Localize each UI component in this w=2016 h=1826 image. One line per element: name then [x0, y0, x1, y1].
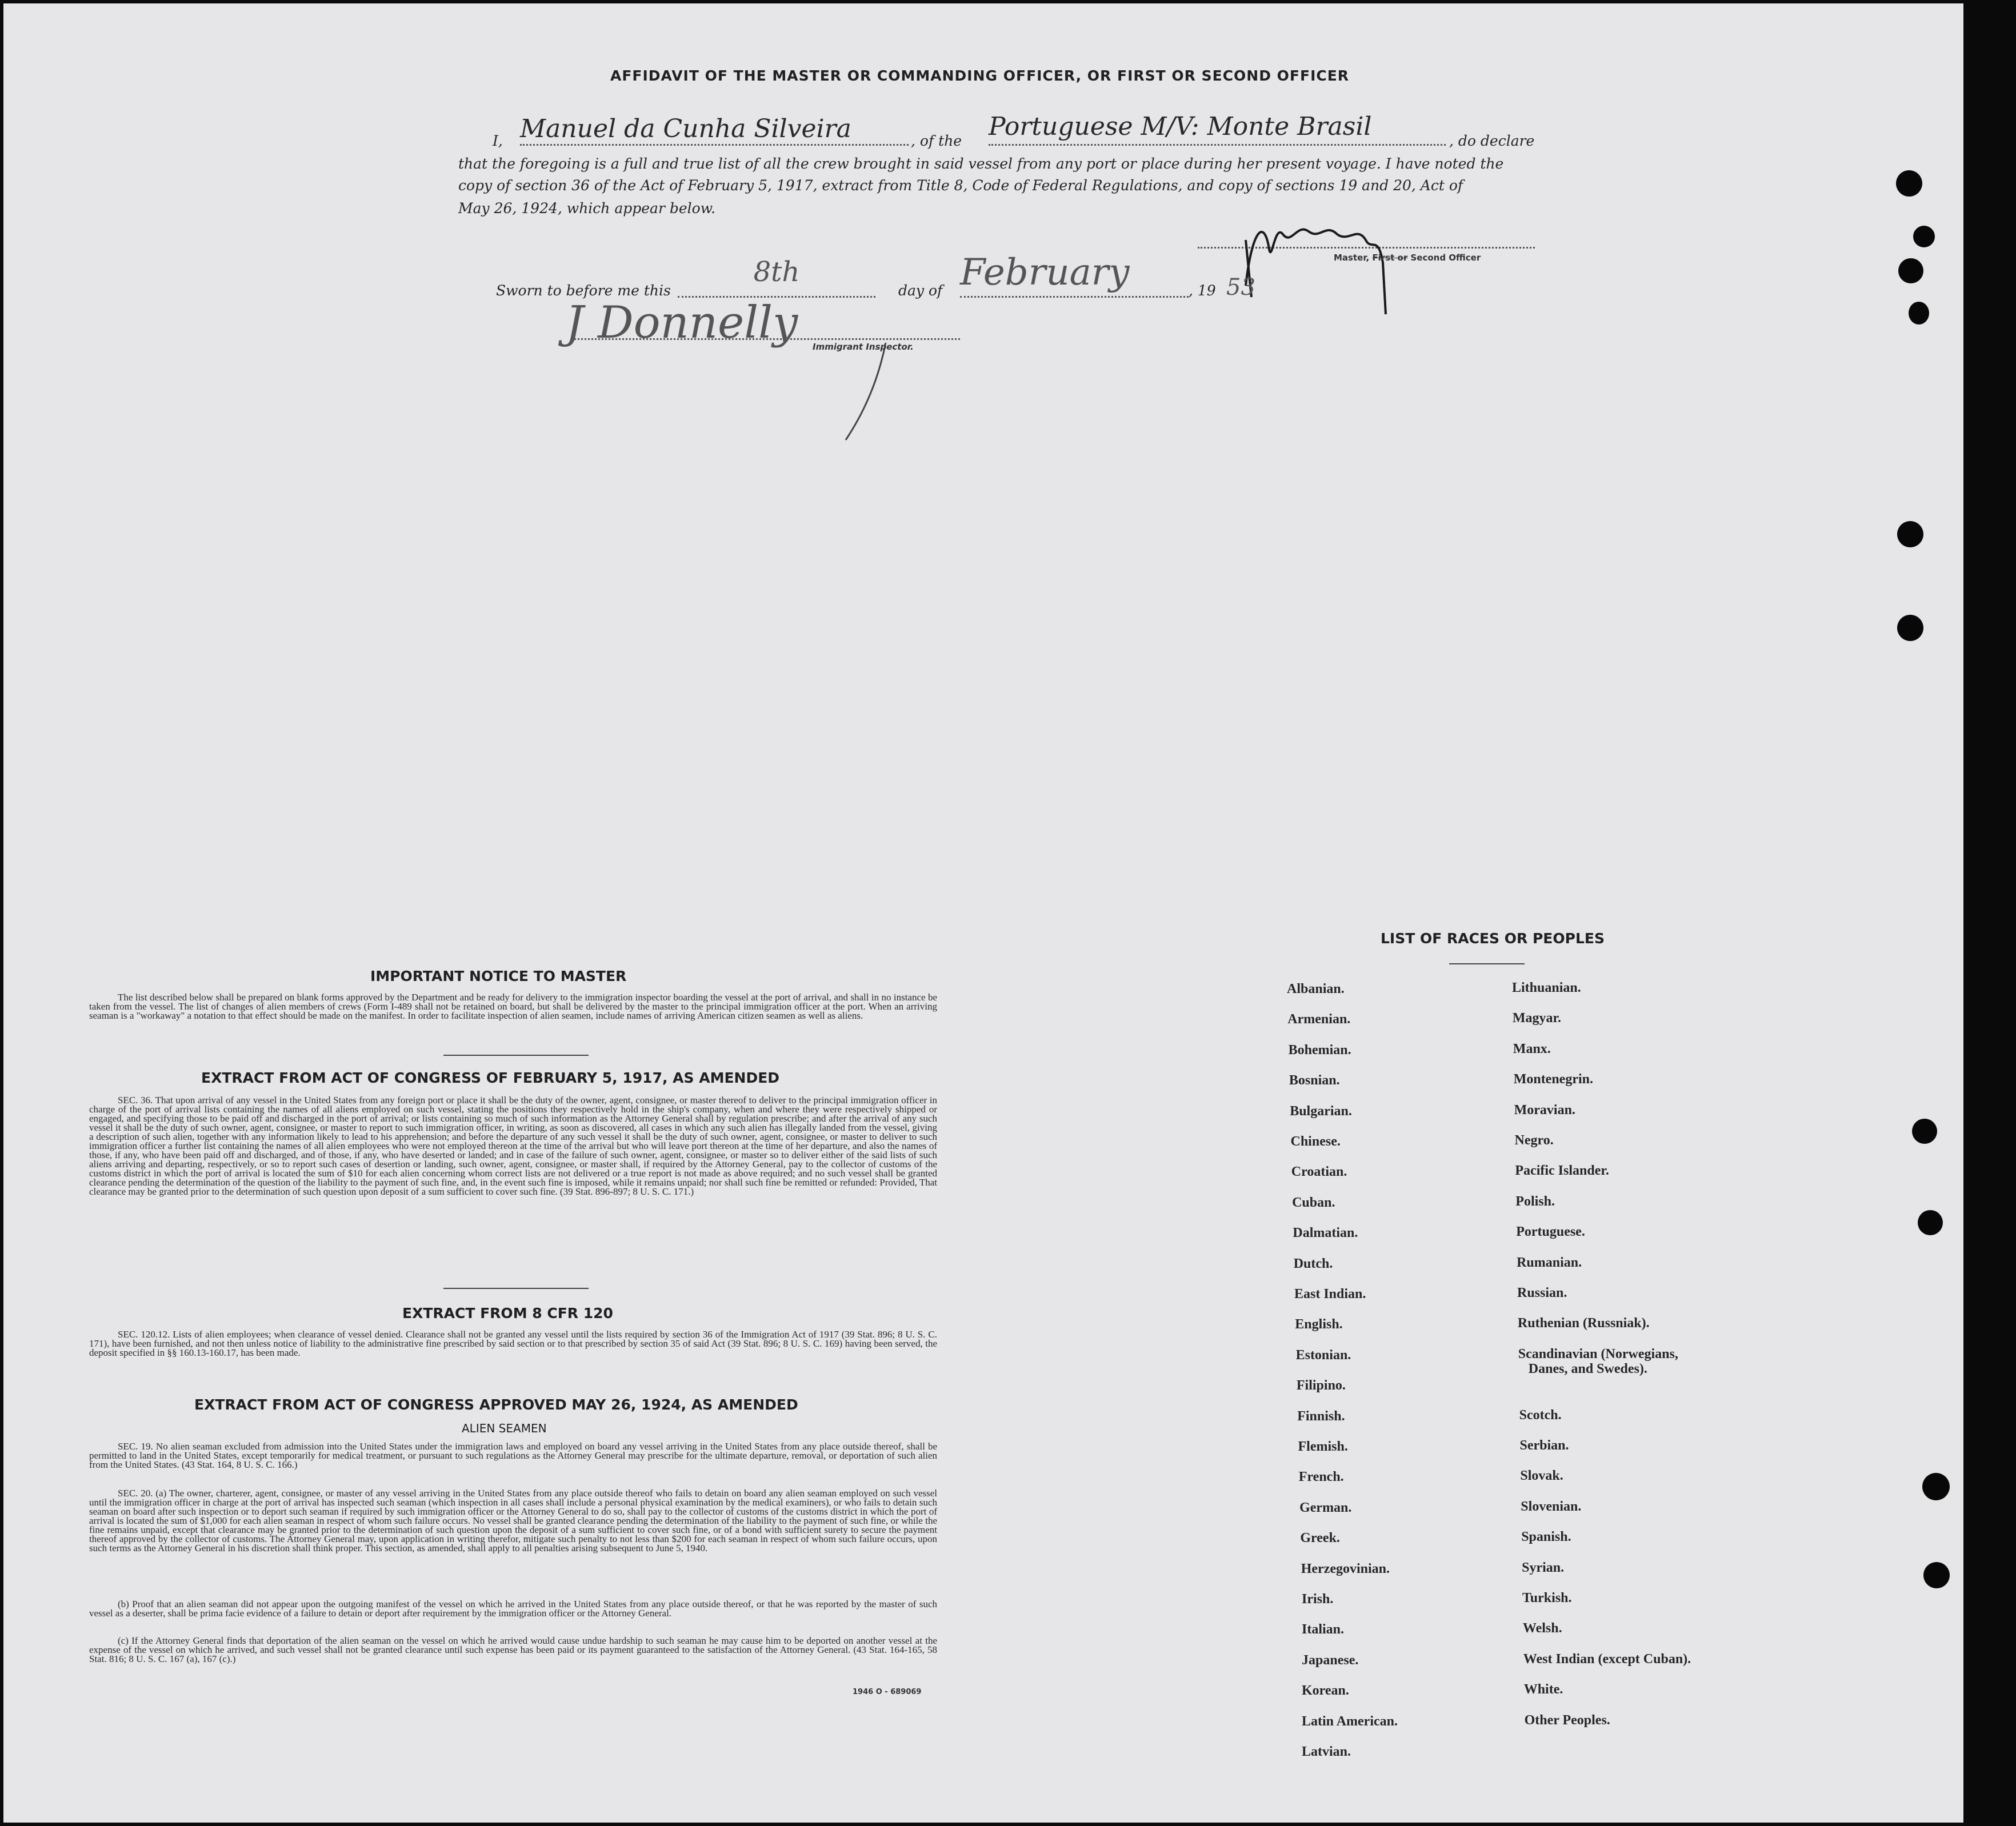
- divider: [443, 1288, 589, 1289]
- race-item: Filipino.: [1296, 1378, 1346, 1393]
- inspector-caption: Immigrant Inspector.: [813, 342, 914, 352]
- race-item: Albanian.: [1287, 982, 1345, 996]
- year-handwriting: 53: [1226, 274, 1255, 301]
- punch-hole: [1896, 170, 1922, 197]
- race-item: Negro.: [1514, 1133, 1554, 1148]
- divider: [1449, 963, 1525, 964]
- race-item: Lithuanian.: [1512, 980, 1581, 995]
- race-item: Croatian.: [1291, 1164, 1347, 1179]
- race-item: Ruthenian (Russniak).: [1517, 1316, 1650, 1331]
- sworn-label: Sworn to before me this: [496, 282, 671, 299]
- race-item: White.: [1523, 1682, 1563, 1697]
- punch-hole: [1918, 1210, 1943, 1235]
- race-item: Latvian.: [1302, 1744, 1351, 1759]
- day-handwriting: 8th: [678, 256, 875, 298]
- extract-8cfr-title: EXTRACT FROM 8 CFR 120: [402, 1305, 613, 1322]
- race-item: Korean.: [1302, 1683, 1349, 1698]
- extract-1917-text: SEC. 36. That upon arrival of any vessel in the United States from any foreign port or place it shall be the duty of the owner, agent, consignee, or master thereof to deliver to the principal immigration officer in charge of the port of arrival lists containing the names of all aliens employed on such vessel, stating the positions they respectively hold in the ship's company, when and where they were respectively shipped or engaged, and specifying those to be paid off and discharged in the port of arrival; or lists containing so much of such information as the Attorney General shall by regulation prescribe; and after the arrival of any such vessel it shall be the duty of such owner, agent, consignee, or master to report to such immigration officer, in writing, as soon as discovered, all cases in which any such alien has illegally landed from the vessel, giving a description of such alien, together with any information likely to lead to his apprehension; and before the departure of any such vessel it shall be the duty of such owner, agent, consignee, or master to deliver to such immigration officer a further list containing the names of all alien employees who were not employed thereon at the time of the arrival but who will leave port thereon at the time of her departure, and also the names of those, if any, who have been paid off and discharged, and of those, if any, who have deserted or landed; and in case of the failure of such owner, agent, consignee, or master so to deliver either of the said lists of such aliens arriving and departing, respectively, or so to report such cases of desertion or landing, such owner, agent, consignee, or master shall, if required by the Attorney General, pay to the collector of customs of the customs district in which the port of arrival is located the sum of $10 for each alien concerning whom correct lists are not delivered or a true report is not made as above required; and no such vessel shall be granted clearance pending the determination of the question of the liability to the payment of such fine, and, in the event such fine is imposed, while it remains unpaid; nor shall such fine be remitted or refunded: Provided, That clearance may be granted prior to the determination of such question upon deposit of a sum sufficient to cover such fine. (39 Stat. 896-897; 8 U. S. C. 171.): [89, 1095, 937, 1197]
- vessel-name-handwriting: Portuguese M/V: Monte Brasil: [989, 112, 1446, 146]
- affidavit-title: AFFIDAVIT OF THE MASTER OR COMMANDING OFFICER, OR FIRST OR SECOND OFFICER: [610, 67, 1350, 84]
- punch-hole: [1912, 1119, 1937, 1144]
- race-item: Spanish.: [1521, 1529, 1571, 1544]
- race-item: Pacific Islander.: [1515, 1163, 1609, 1178]
- year-prefix: , 19: [1189, 282, 1216, 299]
- race-item: Finnish.: [1297, 1409, 1345, 1424]
- punch-hole: [1913, 226, 1935, 247]
- section-20a-text: SEC. 20. (a) The owner, charterer, agent, consignee, or master of any vessel arriving in the United States from any place outside thereof who fails to detain on board any alien seaman employed on such vessel until the immigration officer in charge at the port of arrival has inspected such seaman (which inspection in all cases shall include a personal physical examination by the medical examiners), or who fails to detain such seaman on board after such inspection or to deport such seaman if required by such immigration officer or the Attorney General to do so, shall pay to the collector of customs of the customs district in which the port of arrival is located the sum of $1,000 for each alien seaman in respect of whom such failure occurs. No vessel shall be granted clearance pending the determination of the liability to the payment of such fine, or while the fine remains unpaid, except that clearance may be granted prior to the determination of such question upon the deposit of a sum sufficient to cover such fine, or of a bond with sufficient surety to secure the payment thereof approved by the collector of customs. The Attorney General may, upon application in writing therefor, mitigate such penalty to not less than $200 for each seaman in respect of whom such failure occurs, upon such terms as the Attorney General in his discretion shall think proper. This section, as amended, shall apply to all penalties arising subsequent to June 5, 1940.: [89, 1488, 937, 1553]
- race-item: Irish.: [1302, 1592, 1334, 1607]
- race-item: East Indian.: [1294, 1287, 1366, 1302]
- divider: [443, 1055, 589, 1056]
- race-item: Armenian.: [1287, 1012, 1351, 1027]
- inspector-signature-line: [571, 337, 960, 340]
- race-item: Russian.: [1517, 1286, 1567, 1300]
- punch-hole: [1923, 1562, 1950, 1588]
- extract-8cfr-text: SEC. 120.12. Lists of alien employees; when clearance of vessel denied. Clearance shall not be granted any vessel until the lists required by section 36 of the Immigration Act of 1917 (39 Stat. 896; 8 U. S. C. 171), have been furnished, and not then unless notice of liability to the administrative fine prescribed by said section or to that prescribed by section 35 of said Act (39 Stat. 896; 8 U. S. C. 169) having been served, the deposit specified in §§ 160.13-160.17, has been made.: [89, 1329, 937, 1358]
- race-item: Dalmatian.: [1293, 1226, 1358, 1240]
- race-item: Flemish.: [1298, 1439, 1348, 1454]
- punch-hole: [1897, 521, 1923, 547]
- race-item: Bohemian.: [1288, 1043, 1351, 1058]
- race-item: Portuguese.: [1516, 1224, 1585, 1239]
- master-caption-struck: First or: [1372, 253, 1408, 263]
- master-caption-master: Master,: [1334, 253, 1373, 263]
- punch-hole: [1909, 302, 1929, 325]
- race-item: Turkish.: [1522, 1591, 1572, 1605]
- race-item: Scotch.: [1519, 1408, 1562, 1423]
- extract-1924-title: EXTRACT FROM ACT OF CONGRESS APPROVED MAY 26, 1924, AS AMENDED: [194, 1396, 798, 1413]
- extract-1917-title: EXTRACT FROM ACT OF CONGRESS OF FEBRUARY 5, 1917, AS AMENDED: [201, 1070, 780, 1086]
- scan-border: [1963, 0, 2016, 1826]
- race-item: Dutch.: [1293, 1256, 1333, 1271]
- master-name-handwriting: Manuel da Cunha Silveira: [520, 114, 909, 146]
- race-item: Slovenian.: [1521, 1499, 1582, 1514]
- race-item: Cuban.: [1292, 1195, 1335, 1210]
- notice-text: The list described below shall be prepared on blank forms approved by the Department and be ready for delivery to the immigration inspector boarding the vessel at the port of arrival, and shall in no instance be taken from the vessel. The list of changes of alien members of crews (Form I-489 shall not be retained on board, but shall be delivered by the master to the principal immigration officer at the port. When an arriving seaman is a "workaway" a notation to that effect should be made on the manifest. In order to facilitate inspection of alien seamen, include names of arriving American citizen seamen as well as aliens.: [89, 992, 937, 1021]
- declaration-line-3: May 26, 1924, which appear below.: [458, 200, 716, 217]
- race-item: Chinese.: [1290, 1134, 1341, 1149]
- race-item: Moravian.: [1514, 1103, 1575, 1118]
- section-20b-text: (b) Proof that an alien seaman did not appear upon the outgoing manifest of the vessel on which he arrived in the United States from any place outside thereof, or that he was reported by the master of such vessel as a deserter, shall be prima facie evidence of a failure to detain or deport after requirement by the immigration officer or the Attorney General.: [89, 1599, 937, 1619]
- race-item: German.: [1299, 1500, 1352, 1515]
- print-code: 1946 O - 689069: [853, 1688, 922, 1696]
- race-item: Bosnian.: [1289, 1073, 1340, 1088]
- race-item: Magyar.: [1512, 1011, 1561, 1026]
- race-item: Welsh.: [1522, 1621, 1562, 1636]
- notice-title: IMPORTANT NOTICE TO MASTER: [370, 968, 627, 984]
- do-declare-label: , do declare: [1449, 133, 1535, 149]
- race-item: West Indian (except Cuban).: [1523, 1652, 1691, 1667]
- race-item: Japanese.: [1302, 1653, 1359, 1668]
- race-item: Syrian.: [1522, 1560, 1565, 1575]
- inspector-signature-stroke: [834, 337, 903, 446]
- race-item: Montenegrin.: [1513, 1072, 1593, 1087]
- punch-hole: [1922, 1473, 1950, 1500]
- race-item: Rumanian.: [1517, 1255, 1582, 1270]
- race-item: Bulgarian.: [1290, 1104, 1352, 1119]
- master-caption: [1334, 253, 1481, 263]
- race-item: Herzegovinian.: [1301, 1561, 1390, 1576]
- race-item: Slovak.: [1520, 1468, 1563, 1483]
- race-item: Estonian.: [1295, 1348, 1351, 1363]
- race-item: Polish.: [1515, 1194, 1555, 1209]
- race-item: Greek.: [1300, 1531, 1340, 1545]
- punch-hole: [1898, 258, 1923, 283]
- month-handwriting: February: [960, 251, 1189, 298]
- declaration-line-1: that the foregoing is a full and true list of all the crew brought in said vessel from any port or place during her present voyage. I have noted the: [458, 155, 1504, 172]
- section-19-text: SEC. 19. No alien seaman excluded from admission into the United States under the immigration laws and employed on board any vessel arriving in the United States from any place outside thereof, shall be permitted to land in the United States, except temporarily for medical treatment, or pursuant to such regulations as the Attorney General may prescribe for the ultimate departure, removal, or deportation of such alien from the United States. (43 Stat. 164, 8 U. S. C. 166.): [89, 1441, 937, 1470]
- race-item: Manx.: [1513, 1042, 1551, 1056]
- section-20c-text: (c) If the Attorney General finds that deportation of the alien seaman on the vessel on which he arrived would cause undue hardship to such seaman he may cause him to be deported on another vessel at the expense of the vessel on which he arrived, and such vessel shall not be granted clearance until such expense has been paid or its payment guaranteed to the satisfaction of the Attorney General. (43 Stat. 164-165, 58 Stat. 816; 8 U. S. C. 167 (a), 167 (c).): [89, 1635, 937, 1664]
- declarant-label: I,: [493, 133, 503, 149]
- race-item: Latin American.: [1302, 1714, 1398, 1729]
- race-item: English.: [1295, 1317, 1343, 1332]
- race-item: Other Peoples.: [1524, 1713, 1610, 1728]
- race-item: Scandinavian (Norwegians, Danes, and Swedes).: [1518, 1347, 1678, 1376]
- of-the-label: , of the: [911, 133, 962, 149]
- declaration-line-2: copy of section 36 of the Act of February 5, 1917, extract from Title 8, Code of Federal Regulations, and copy of sections 19 and 20, Act of: [458, 177, 1463, 194]
- race-item: Italian.: [1302, 1622, 1345, 1637]
- extract-1924-subtitle: ALIEN SEAMEN: [462, 1421, 547, 1435]
- master-caption-officer: Second Officer: [1407, 253, 1481, 263]
- race-item: French.: [1298, 1469, 1344, 1484]
- punch-hole: [1897, 615, 1923, 641]
- day-of-label: day of: [898, 282, 943, 299]
- inspector-signature: J Donnelly: [566, 297, 798, 349]
- races-title: LIST OF RACES OR PEOPLES: [1381, 930, 1605, 947]
- race-item: Serbian.: [1519, 1438, 1569, 1453]
